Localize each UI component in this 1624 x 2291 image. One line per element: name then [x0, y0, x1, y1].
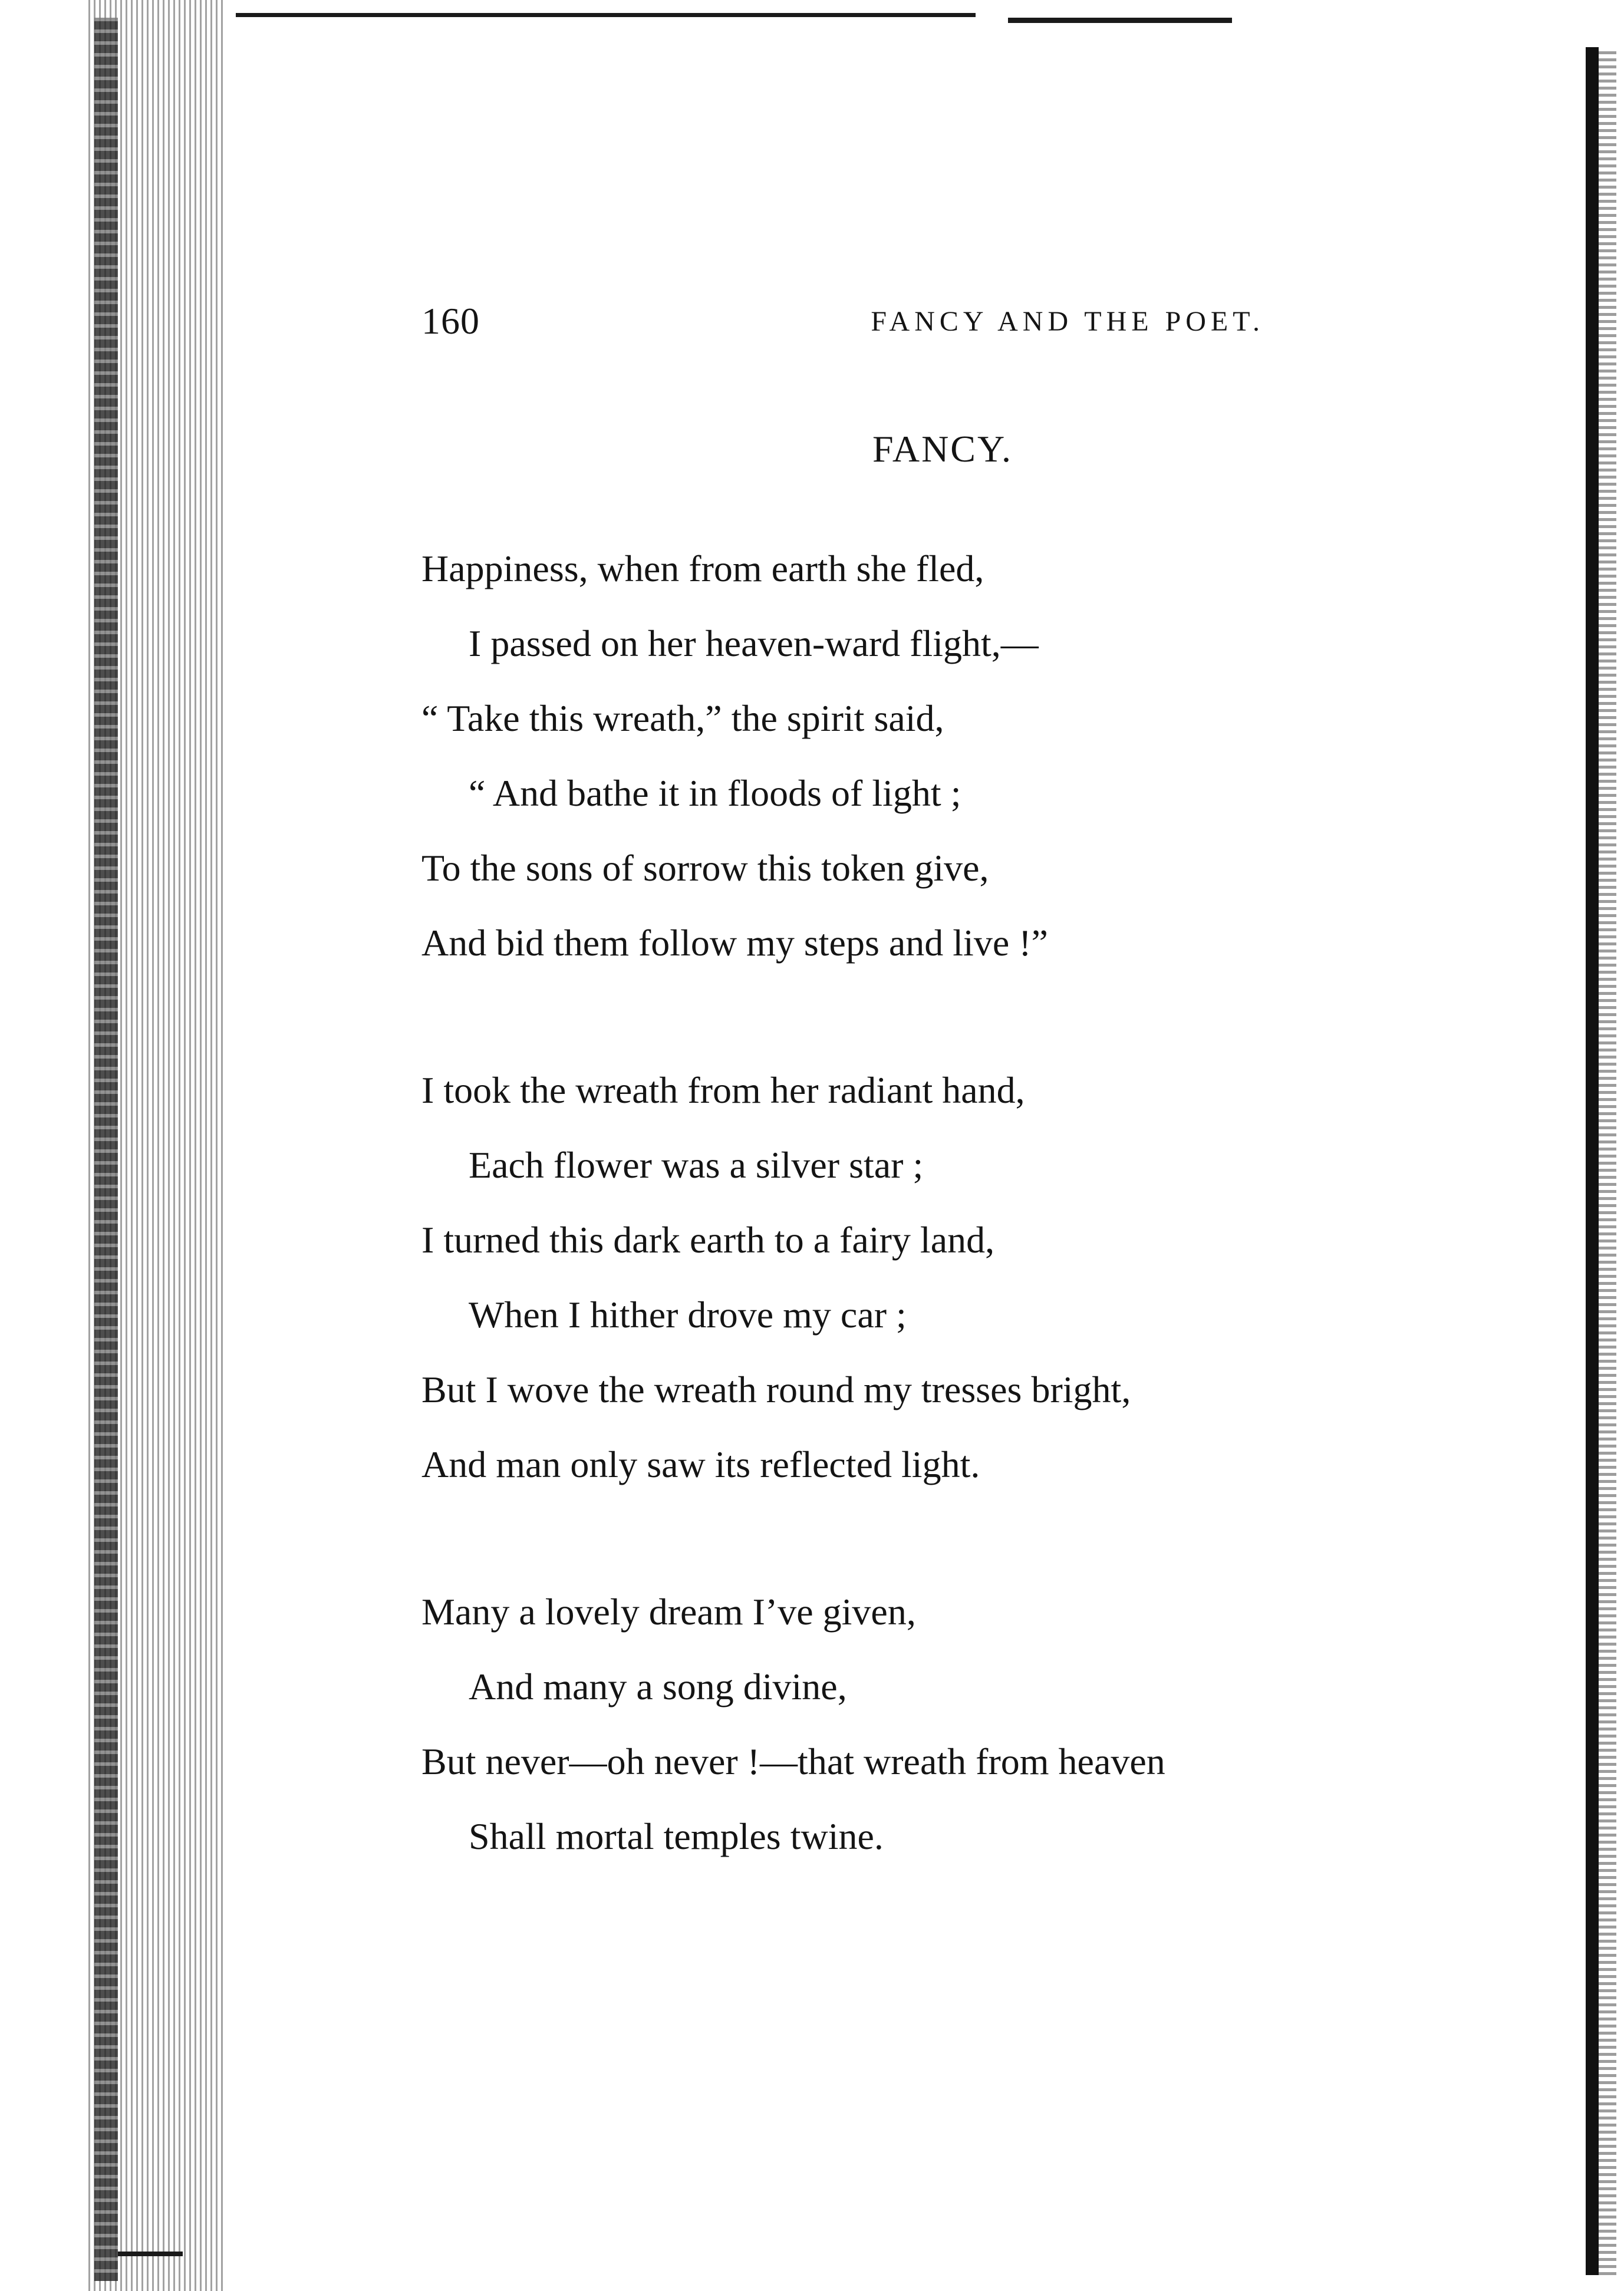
top-rule	[236, 13, 976, 17]
top-rule-right	[1008, 18, 1232, 23]
verse-line: But I wove the wreath round my tresses bright,	[421, 1369, 1131, 1410]
verse-line: Happiness, when from earth she fled,	[421, 548, 984, 589]
stanza	[421, 1067, 1424, 1516]
page-edge	[1586, 47, 1599, 2275]
verse-line: When I hither drove my car ;	[469, 1294, 907, 1336]
verse-line: I took the wreath from her radiant hand,	[421, 1069, 1025, 1111]
verse-line: “ And bathe it in floods of light ;	[469, 772, 961, 814]
verse-line: To the sons of sorrow this token give,	[421, 847, 989, 889]
verse-line: I turned this dark earth to a fairy land,	[421, 1219, 995, 1261]
running-title: FANCY AND THE POET.	[871, 306, 1264, 337]
binding-edge	[94, 18, 118, 2281]
verse-line: But never—oh never !—that wreath from heaven	[421, 1740, 1165, 1782]
bottom-mark	[118, 2252, 183, 2256]
verse-line: Each flower was a silver star ;	[469, 1144, 924, 1186]
verse-line: Shall mortal temples twine.	[469, 1815, 884, 1857]
verse-line: Many a lovely dream I’ve given,	[421, 1591, 916, 1633]
verse-line: And many a song divine,	[469, 1666, 847, 1707]
verse-line: And bid them follow my steps and live !”	[421, 922, 1048, 964]
stanza	[421, 545, 1424, 994]
verse-line: And man only saw its reflected light.	[421, 1443, 980, 1485]
running-head	[421, 298, 1264, 345]
poem-body	[421, 545, 1424, 1888]
poem-heading: FANCY.	[872, 428, 1013, 470]
verse-line: I passed on her heaven-ward flight,—	[469, 622, 1039, 664]
page-edge-shadow	[1599, 47, 1616, 2275]
verse-line: “ Take this wreath,” the spirit said,	[421, 697, 944, 739]
stanza	[421, 1588, 1424, 1888]
page-number: 160	[421, 300, 480, 342]
